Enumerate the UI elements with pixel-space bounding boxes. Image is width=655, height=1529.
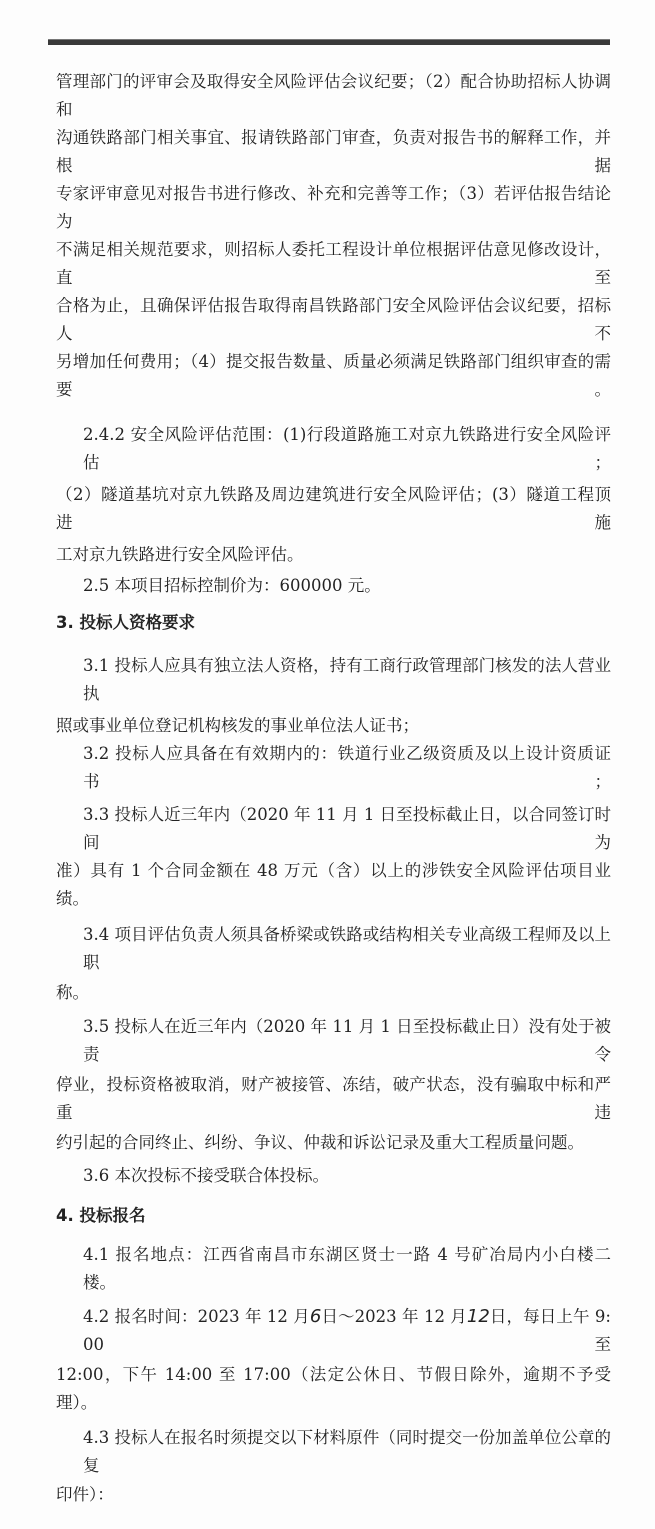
paragraph-line: 沟通铁路部门相关事宜、报请铁路部门审查，负责对报告书的解释工作，并根据 xyxy=(56,128,611,175)
section-4-1-location: 4.1 报名地点：江西省南昌市东湖区贤士一路 4 号矿冶局内小白楼二楼。 xyxy=(83,1245,611,1292)
paragraph-line: 印件）： xyxy=(56,1485,114,1504)
handwritten-end-day: 12 xyxy=(466,1306,490,1327)
paragraph-line: 照或事业单位登记机构核发的事业单位法人证书； xyxy=(56,716,419,735)
section-3-2: 3.2 投标人应具备在有效期内的：铁道行业乙级资质及以上设计资质证书； xyxy=(83,744,611,791)
paragraph-line: 管理部门的评审会及取得安全风险评估会议纪要；（2）配合协助招标人协调和 xyxy=(56,72,611,119)
section-4-2-time xyxy=(56,1303,611,1359)
section-3-4: 3.4 项目评估负责人须具备桥梁或铁路或结构相关专业高级工程师及以上职 xyxy=(83,925,611,972)
section-2-4-2: 2.4.2 安全风险评估范围：(1)行段道路施工对京九铁路进行安全风险评估； xyxy=(83,425,611,472)
paragraph-line: （2）隧道基坑对京九铁路及周边建筑进行安全风险评估；(3）隧道工程顶进施 xyxy=(56,485,611,532)
paragraph-line: 工对京九铁路进行安全风险评估。 xyxy=(56,545,304,564)
section-4-3: 4.3 投标人在报名时须提交以下材料原件（同时提交一份加盖单位公章的复 xyxy=(83,1428,611,1475)
paragraph-line: 不满足相关规范要求，则招标人委托工程设计单位根据评估意见修改设计，直至 xyxy=(56,240,611,287)
paragraph-line: 专家评审意见对报告书进行修改、补充和完善等工作；（3）若评估报告结论为 xyxy=(56,184,611,231)
section-3-6: 3.6 本次投标不接受联合体投标。 xyxy=(83,1166,329,1185)
section-2-5-price: 2.5 本项目招标控制价为：600000 元。 xyxy=(83,576,381,595)
section-3-1: 3.1 投标人应具有独立法人资格，持有工商行政管理部门核发的法人营业执 xyxy=(83,656,611,703)
section-3-3: 3.3 投标人近三年内（2020 年 11 月 1 日至投标截止日，以合同签订时间为 xyxy=(83,805,611,852)
paragraph-line: 12:00，下午 14:00 至 17:00（法定公休日、节假日除外，逾期不予受理）。 xyxy=(56,1365,611,1412)
heading-3-qualifications: 3. 投标人资格要求 xyxy=(56,613,195,632)
paragraph-line: 合格为止，且确保评估报告取得南昌铁路部门安全风险评估会议纪要，招标人不 xyxy=(56,296,611,343)
paragraph-line: 称。 xyxy=(56,983,89,1002)
heading-4-registration: 4. 投标报名 xyxy=(56,1206,146,1225)
section-3-5: 3.5 投标人在近三年内（2020 年 11 月 1 日至投标截止日）没有处于被责令 xyxy=(83,1017,611,1064)
registration-time-prefix: 4.2 报名时间：2023 年 12 月 xyxy=(83,1307,310,1326)
registration-time-suffix: 日，每日上午 9:00 至 xyxy=(83,1307,611,1354)
handwritten-start-day: 6 xyxy=(309,1306,322,1327)
paragraph-line: 另增加任何费用；（4）提交报告数量、质量必须满足铁路部门组织审查的需要。 xyxy=(56,352,611,399)
paragraph-line: 停业，投标资格被取消，财产被接管、冻结，破产状态，没有骗取中标和严重违 xyxy=(56,1075,611,1122)
paragraph-line: 准）具有 1 个合同金额在 48 万元（含）以上的涉铁安全风险评估项目业绩。 xyxy=(56,861,611,908)
paragraph-line: 约引起的合同终止、纠纷、争议、仲裁和诉讼记录及重大工程质量问题。 xyxy=(56,1133,584,1152)
registration-time-middle: 日～2023 年 12 月 xyxy=(321,1307,467,1326)
